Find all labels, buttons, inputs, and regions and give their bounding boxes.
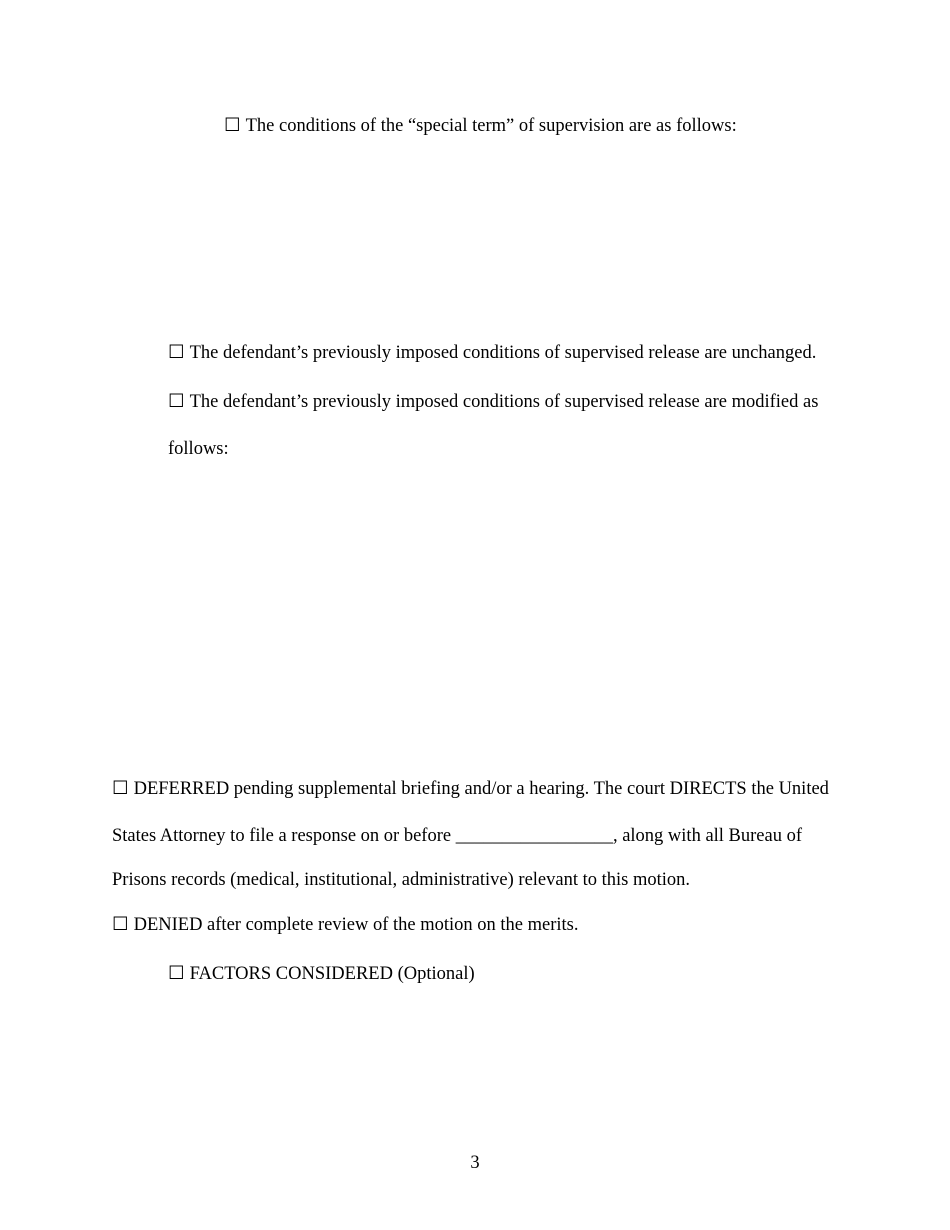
conditions-modified-option (168, 391, 818, 413)
factors-considered-option (168, 963, 475, 985)
conditions-modified-text-line2: follows: (168, 439, 229, 459)
conditions-modified-checkbox[interactable]: ☐ (168, 392, 185, 412)
factors-considered-text: FACTORS CONSIDERED (Optional) (189, 964, 475, 984)
conditions-unchanged-option (168, 342, 816, 364)
response-date-blank[interactable]: _________________ (455, 826, 613, 846)
deferred-line2-after: , along with all Bureau of (612, 826, 803, 846)
conditions-unchanged-checkbox[interactable]: ☐ (168, 343, 185, 363)
deferred-text-line3: Prisons records (medical, institutional, administrative) relevant to this motion. (112, 870, 691, 890)
deferred-text-line1: DEFERRED pending supplemental briefing and/or a hearing. The court DIRECTS the United (133, 779, 829, 799)
denied-option (112, 914, 578, 936)
special-term-option (224, 115, 737, 137)
deferred-option (112, 778, 829, 800)
deferred-line2-before: States Attorney to file a response on or before (112, 826, 456, 846)
special-term-checkbox[interactable]: ☐ (224, 116, 241, 136)
conditions-modified-text-line1: The defendant’s previously imposed conditions of supervised release are modified as (189, 392, 819, 412)
deferred-text-line2 (112, 825, 802, 847)
deferred-checkbox[interactable]: ☐ (112, 779, 129, 799)
page-number: 3 (470, 1153, 480, 1173)
denied-text: DENIED after complete review of the motion on the merits. (133, 915, 579, 935)
factors-considered-checkbox[interactable]: ☐ (168, 964, 185, 984)
special-term-text: The conditions of the “special term” of supervision are as follows: (245, 116, 737, 136)
denied-checkbox[interactable]: ☐ (112, 915, 129, 935)
conditions-unchanged-text: The defendant’s previously imposed conditions of supervised release are unchanged. (189, 343, 817, 363)
